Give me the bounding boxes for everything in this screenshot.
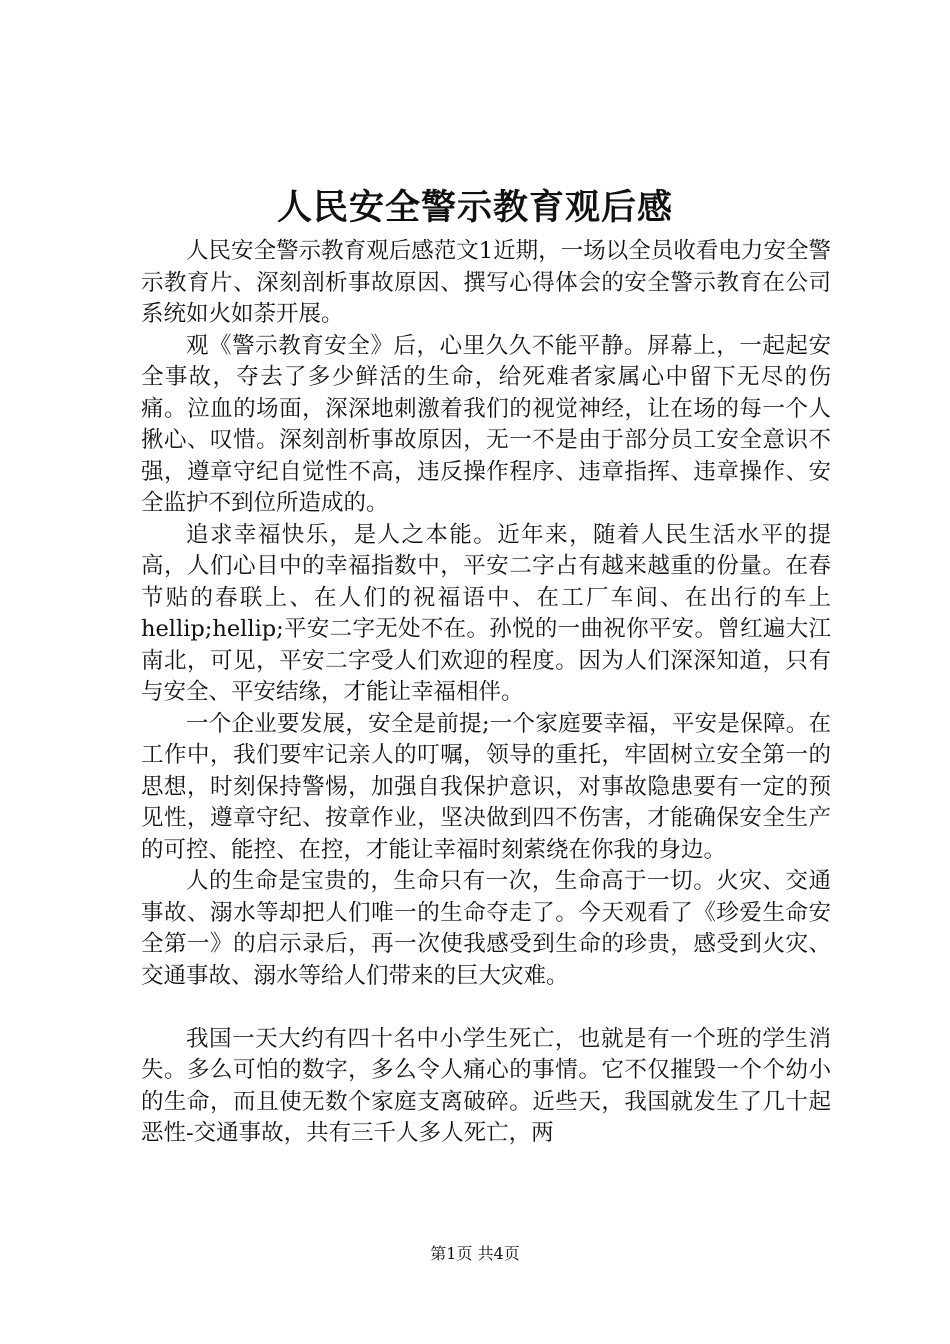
document-title: 人民安全警示教育观后感 (276, 187, 673, 228)
document-body (141, 236, 831, 1150)
paragraph-4: 一个企业要发展，安全是前提;一个家庭要幸福，平安是保障。在工作中，我们要牢记亲人的叮嘱，领导的重托，牢固树立安全第一的思想，时刻保持警惕，加强自我保护意识，对事故隐患要有一定的预见性，遵章守纪、按章作业，坚决做到四不伤害，才能确保安全生产的可控、能控、在控，才能让幸福时刻萦绕在你我的身边。 (141, 710, 831, 863)
paragraph-gap (141, 992, 831, 1024)
paragraph-5: 人的生命是宝贵的，生命只有一次，生命高于一切。火灾、交通事故、溺水等却把人们唯一的生命夺走了。今天观看了《珍爱生命安全第一》的启示录后，再一次使我感受到生命的珍贵，感受到火灾、交通事故、溺水等给人们带来的巨大灾难。 (141, 868, 831, 989)
page-footer: 第1页 共4页 (430, 1244, 520, 1263)
paragraph-3: 追求幸福快乐，是人之本能。近年来，随着人民生活水平的提高，人们心目中的幸福指数中，平安二字占有越来越重的份量。在春节贴的春联上、在人们的祝福语中、在工厂车间、在出行的车上hellip;hellip;平安二字无处不在。孙悦的一曲祝你平安。曾红遍大江南北，可见，平安二字受人们欢迎的程度。因为人们深深知道，只有与安全、平安结缘，才能让幸福相伴。 (141, 521, 831, 705)
paragraph-1: 人民安全警示教育观后感范文1近期，一场以全员收看电力安全警示教育片、深刻剖析事故原因、撰写心得体会的安全警示教育在公司系统如火如荼开展。 (141, 238, 831, 327)
paragraph-2: 观《警示教育安全》后，心里久久不能平静。屏幕上，一起起安全事故，夺去了多少鲜活的生命，给死难者家属心中留下无尽的伤痛。泣血的场面，深深地刺激着我们的视觉神经，让在场的每一个人揪心、叹惜。深刻剖析事故原因，无一不是由于部分员工安全意识不强，遵章守纪自觉性不高，违反操作程序、违章指挥、违章操作、安全监护不到位所造成的。 (141, 332, 831, 516)
paragraph-6: 我国一天大约有四十名中小学生死亡，也就是有一个班的学生消失。多么可怕的数字，多么令人痛心的事情。它不仅摧毁一个个幼小的生命，而且使无数个家庭支离破碎。近些天，我国就发生了几十起恶性-交通事故，共有三千人多人死亡，两 (141, 1025, 831, 1146)
